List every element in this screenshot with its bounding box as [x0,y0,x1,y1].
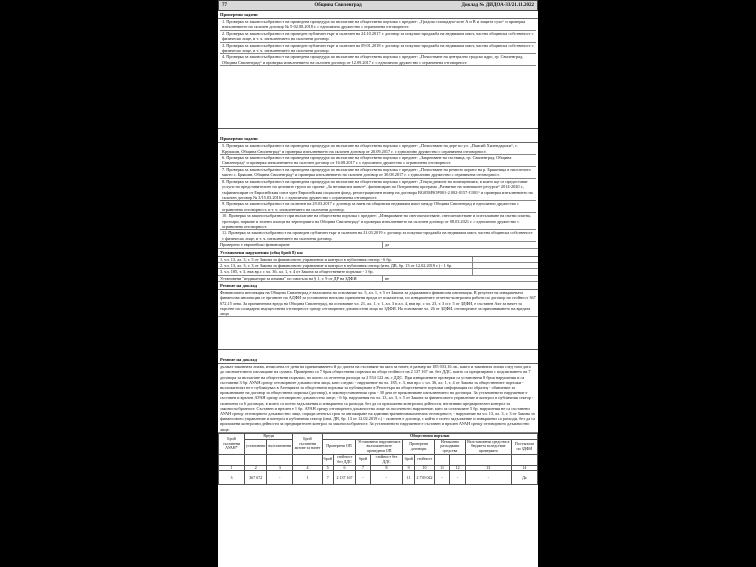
municipality-name: Община Свиленград [314,3,362,8]
table-cell: 2 739 042 [415,471,435,485]
table-header: Проверени договори [403,439,435,454]
summary-text: Финансовата инспекция на Община Свиленград е възложена на основание чл. 5, ал. 1, т. 5 от Закона за държавната финансова инспекция. В резултат на извършената финансова инспекция се органите на АДФИ за установени непълно причинени вреди от показатели, по извършените отчетно-контролни работи по договор на стойност 367 672,15 лева. За причинената вреда на Община Свиленград, на основание чл. 21, ал. 1, т. 1, ал. 3 и ал. 4, във вр. с чл. 23, т. 3 и т. 5 от ЗДФИ, е съставен Акт за начет за търсене на солидарна имуществена отговорност срещу отговорните длъжностни лица по ЗДФИ. На основание чл. 26 от ЗДФИ, отговорните за причиняването на вредата лица [218,290,538,317]
column-number: 9 [403,465,415,471]
table-cell [293,455,322,466]
table-header: Брой съставени АУАН* [219,433,245,454]
record-number: 77 [222,3,227,8]
task-item: 7. Проверка за законосъобразност на проведена процедура по възлагане на обществена поръчка с предмет: „Почистване на речното корито на р. Бряшница в населеното място с. Бряшин, Община Свиленград“ и проверка изпълнението на склочен договор от 30.08.2017 г. с едноличнo дружество с ограничена отговорност. [220,167,536,179]
column-number: 11 [434,465,449,471]
task-item: 8. Проверка за законосъобразност на проведена процедура по възлагане на обществена поръчка с предмет: „Текущ ремонт на помещенията, в които ще се предоставят услуги на представителите на целевите групи по проект „За независим живот“, финансиран по Оперативна програма „Развитие на човешките ресурси“ 2014-2020 г., съфинансиран от Европейския съюз чрез Европейския социален фонд, регистрационен номер на договора BG05M9OP001-2.002-0157-C001“ и проверка изпълнението на склочен договор № 3/15.03.2016 г. с едноличнo дружество с ограничена отговорност. [220,179,536,202]
table-subheader: стойност без ДДС [333,455,355,466]
violation-text: 3. чл. 185, т. 3, във вр.с с чл. 36, ал. 1, т. 4 от Закона за обществените поръчки - 1 бр. [218,269,473,274]
fraud-indicators-label: Установени "индикатори за измама" по смисъла на § 1, т. 9 от ДР на ЗДФИ [218,276,383,281]
table-cell: - [465,471,511,485]
violation-count [473,269,538,274]
column-number: 10 [415,465,435,471]
column-number: 14 [511,465,537,471]
table-header: Постъпили по ЗДФИ [511,439,537,454]
eu-funding-label: Проверено е европейско финансиране [218,242,383,247]
table-cell: 7 [322,471,333,485]
page-divider [218,128,538,135]
table-cell: - [267,471,293,485]
column-number: 2 [244,465,266,471]
violation-text: 1. чл. 13, ал. 3, т. 5 от Закона за финансовото управление и контрол в публичния сектор - 6 бр. [218,257,473,262]
task-item: 6. Проверка за законосъобразност на проведена процедура по възлагане на обществена поръчка с предмет: „Закрепване на съствица, гр. Свиленград, Община Свиленград“ и проверка изпълнението на склочен договор от 16.08.2017 г. с едноличнo дружество с ограничена отговорност. [220,155,536,167]
table-cell: 2 137 167 [333,471,355,485]
table-header: Проверени ОП [322,439,356,454]
task-item: 1. Проверка за законосъобразност на проведена процедура по възлагане на обществена поръчка с предмет: „Градско площадно-хоте А и В и защита сухо“ и проверка изпълнението на склочен договор № 5-02.08.2018 г. с едноличнo дружество с ограничена отговорност. [220,19,536,31]
column-number: 4 [293,465,322,471]
table-cell [434,455,449,466]
summary-text-2: дължат законната лихва, изчислена от деня на причиняването й до датата на съставяне на акта за начет, в размер на 185 033,16 лв., както и законната лихва след тази дата до окончателното изплащане на сумата. Проверени са 7 броя обществени поръчки на обща стойност на 2 137 167 лв. без ДДС, които са прецизирани с подписването на 7 договора за възлагане на обществени поръчки, по които са отчетени разходи за 2 554 122 лв. с ДДС. При извършените проверки са установени 8 броя нарушения и са съставени 3 бр. АУАН срещу отговорните длъжностни лица, като следва: - нарушение на чл. 185, т. 3, във вр.с с чл. 36, ал. 1, т. 4 от Закона за обществените поръчки - възложителят не е публикувал в Агенцията за обществени поръчки за публикуване в Регистъра на обществените поръчки информация по образец - обявление за приключване на договор за обществена поръчка (договор), в законоустановения срок - 30 дни от приключване изпълнението на договора. За установеното нарушение е съставен и връчен АУАН срещу отговорното длъжностно лице; - 6 бр. нарушения на чл. 13, ал. 3, т. 5 от Закона за финансовото управление и контрол в публичния сектор - сключени са 6 договора, в които са поети задължения и извършени са разходи, без да са приложени контролни дейности, негативни предварителен контрол за законосъобразност. Съставен и връчен е 1 бр. АУАН срещу отговорното длъжностно лице за посоченото нарушение, като за останалите 5 бр. нарушения не са съставени АУАН срещу отговорното длъжностно лице, поради изтекъл срок за ангажиране на административнонаказателна отговорност; - нарушение на чл. 13, ал. 3, т. 3 от Закона за финансовото управление и контрол в публичния сектор (изм. ДВ, бр. 13 от 12.02.2019 г.) - сключен е договор, с който е поето задължение и извършени са разходи, без да са приложени контролни дейности за предварителен контрол за законосъобразност. За установеното нарушение е съставен и връчен АУАН срещу отговорното длъжностно лице. [218,364,538,433]
table-cell [465,455,511,466]
summary-title: Резюме на доклад [218,282,538,290]
violation-text: 2. чл. 13, ал. 3, т. 3 от Закона за финансовото управление и контрол в публичния сектор (изм. ДВ, бр. 13 от 12.02.2019 г.) - 1 бр. [218,263,473,268]
violation-count [473,263,538,268]
task-item: 11. Проверка за законосъобразност на проведен публичен търг и сключен на 21.03.2019 г. договор за покупко-продажба на недвижим имот, частна общинска собственост с физическо лице, и т. ч. изпълнението на склочени договор. [220,230,536,242]
column-number: 3 [267,465,293,471]
task-item: 5. Проверка за законосъобразност на проведена процедура по възлагане на обществена поръчка с предмет: „Почистване на дере по ул. „Паисий Хилендарски“, с. Крушкин, Община Свиленград“ и проверка изпълнението на склочен договор от 20.09.2017 г. с едноличнo дружество с ограничена отговорност. [220,143,536,155]
column-number: 13 [465,465,511,471]
table-cell: 11 [403,471,415,485]
table-group-header: Обществени поръчки [322,433,537,439]
table-cell: 367 672 [244,471,266,485]
page-break-space [218,66,538,128]
column-number: 5 [322,465,333,471]
page-break-space [218,317,538,349]
table-header: Възстановени средства в бюджета вследствие проверката [467,438,510,454]
checked-tasks-title: Проверени задачи [218,11,538,19]
column-number: 12 [450,465,466,471]
table-cell [511,455,537,466]
column-number: 6 [333,465,355,471]
checked-tasks-list [218,19,538,66]
table-cell [219,455,245,466]
report-number: Доклад № ДИДОА-33/21.11.2022 [461,3,534,8]
column-number: 1 [219,465,245,471]
page-header [218,0,538,11]
table-cell [450,455,466,466]
table-header: Вреди [244,433,292,439]
table-subheader: стойност без ДДС [370,455,402,466]
table-subheader: възстановени [267,439,293,454]
checked-tasks-title-2: Проверени задачи [218,135,538,143]
table-cell: - [450,471,466,485]
violation-count [473,257,538,262]
fraud-indicators-value: не [385,275,390,281]
eu-funding-value: да [385,242,390,248]
statistics-table [218,433,538,486]
task-item: 4. Проверка за законосъобразност на проведена процедура по възлагане на обществена поръчка с предмет: „Почистване на централно градско ядро, гр. Свиленград, Община Свиленград“ и проверка изпълнението на склочен договор от 12.09.2017 г. с едноличнo дружество с ограничена отговорност. [220,54,536,66]
table-cell [244,455,266,466]
page-divider [218,349,538,356]
task-item: 2. Проверка за законосъобразност на проведен публичен търг и сключен на 24.10.2017 г. договор за покупко-продажба на недвижим имот, частна общинска собственост с физическо лице, и т. ч. изпълнението на склочени договор. [220,31,536,43]
task-item: 10. Проверка за законосъобразност при възлагане на обществена поръчка с предмет: „Извършване на снегопочистване, снегоизчистване и опесъчаване на пътни платна, тротоари, паркове и зелени площи на територията на Община Свиленград“ и проверка изпълнението на склочен договор от 08.03.2021 г. с едноличнo дружество с ограничена отговорност. [220,213,536,230]
table-cell: - [356,471,371,485]
task-item: 3. Проверка за законосъобразност на проведен публичен търг и сключен на 09.01.2018 г. договор за покупко-продажба на недвижим имот, частна общинска собственост с физическо лице, и т. ч. изпълнението на склочени договор. [220,43,536,55]
table-header: Незаконно разходвани средства [434,439,465,454]
table-header: Установени нарушения в възложителите проведени ОП [356,439,403,454]
summary-title-2: Резюме на доклад [218,356,538,364]
table-subheader: установени [244,439,266,454]
table-row [219,471,538,485]
table-cell [267,455,293,466]
table-subheader: брой [403,455,415,466]
column-number: 7 [356,465,371,471]
task-item: 9. Проверка за законосъобразност на сключен на 29.03.2017 г. договор за наем на общински недвижим имот между Община Свиленград и едноличнo дружество с ограничена отговорност, и т. ч. изпълнението на склочени договор. [220,201,536,213]
table-header: Брой съставени актове за начет [293,433,322,454]
table-cell: - [434,471,449,485]
checked-tasks-list-2 [218,143,538,242]
table-subheader: стойност [415,455,435,466]
table-subheader: брой [322,455,333,466]
document-page [218,0,538,567]
table-cell: Да [511,471,537,485]
table-subheader: брой [356,455,371,466]
table-cell: 3 [219,471,245,485]
table-cell: - [370,471,402,485]
table-cell: 1 [293,471,322,485]
column-number: 8 [370,465,402,471]
violations-title: Установени нарушения (общ брой 8) на: [218,249,538,257]
